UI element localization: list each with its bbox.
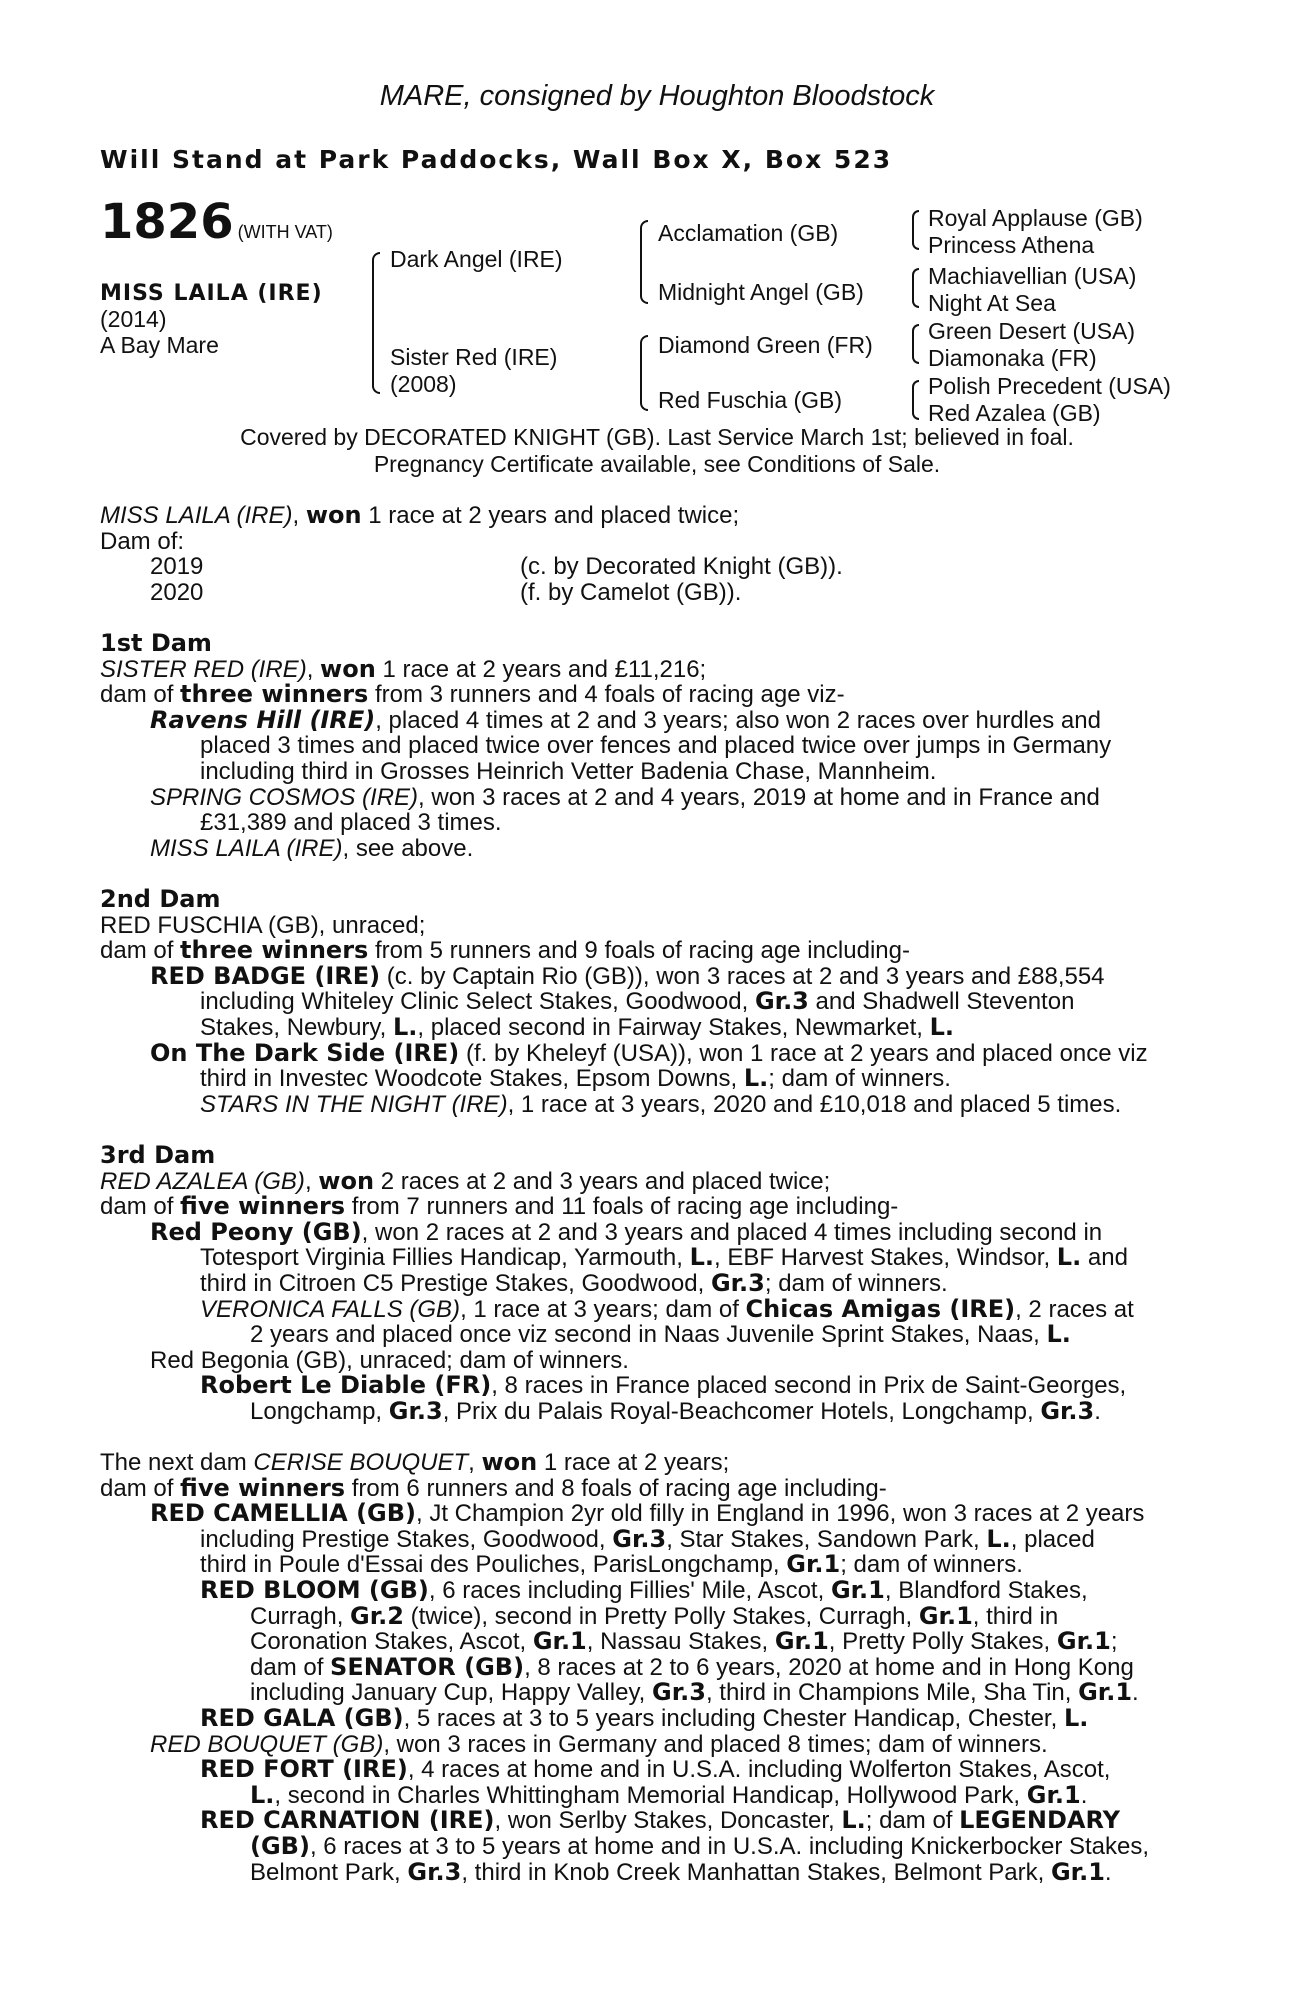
pedigree-ggp-1: Royal Applause (GB): [928, 205, 1143, 231]
next-dam-section: The next dam CERISE BOUQUET, won 1 race at 2 years; dam of five winners from 6 runners and 8 foals of racing age including- RED CAMELLIA (GB), Jt Champion 2yr old filly in England in 1996, won 3 races at 2 years including Prestige Stakes, Goodwood, Gr.3, Star Stakes, Sandown Park, L., placed third in Poule d'Essai des Pouliches, ParisLongchamp, Gr.1; dam of winners. RED BLOOM (GB), 6 races including Fillies' Mile, Ascot, Gr.1, Blandford Stakes, Curragh, Gr.2 (twice), second in Pretty Polly Stakes, Curragh, Gr.1, third in Coronation Stakes, Ascot, Gr.1, Nassau Stakes, Gr.1, Pretty Polly Stakes, Gr.1; dam of SENATOR (GB), 8 races at 2 to 6 years, 2020 at home and in Hong Kong including January Cup, Happy Valley, Gr.3, third in Champions Mile, Sha Tin, Gr.1. RED GALA (GB), 5 races at 3 to 5 years including Chester Handicap, Chester, L. RED BOUQUET (GB), won 3 races in Germany and placed 8 times; dam of winners. RED FORT (IRE), 4 races at home and in U.S.A. including Wolferton Stakes, Ascot, L., second in Charles Whittingham Memorial Handicap, Hollywood Park, Gr.1. RED CARNATION (IRE), won Serlby Stakes, Doncaster, L.; dam of LEGENDARY (GB), 6 races at 3 to 5 years at home and in U.S.A. including Knickerbocker Stakes, Belmont Park, Gr.3, third in Knob Creek Manhattan Stakes, Belmont Park, Gr.1.: [100, 1448, 1150, 1886]
pedigree-sire-sire: Acclamation (GB): [658, 220, 839, 246]
pedigree-sire: Dark Angel (IRE): [390, 246, 563, 272]
page-title: MARE, consigned by Houghton Bloodstock: [379, 80, 935, 112]
dam-of-label: Dam of:: [100, 527, 185, 555]
horse-summary: [100, 503, 1210, 605]
pedigree-ggp-brace-3: [912, 324, 919, 364]
lot-vat: (WITH VAT): [237, 222, 333, 242]
pedigree-sire-dam: Midnight Angel (GB): [658, 279, 864, 305]
stand-location: Will Stand at Park Paddocks, Wall Box X, Box 523: [100, 145, 893, 174]
pedigree-ggp-4: Night At Sea: [928, 290, 1056, 316]
pregnancy-note: Pregnancy Certificate available, see Conditions of Sale.: [373, 451, 941, 477]
pedigree-ggp-brace-4: [912, 380, 919, 420]
summary-line: MISS LAILA (IRE), won 1 race at 2 years and placed twice;: [100, 501, 740, 529]
pedigree-ggp-5: Green Desert (USA): [928, 318, 1136, 344]
pedigree-sire-brace: [640, 220, 648, 304]
pedigree-ggp-brace-2: [912, 268, 919, 308]
pedigree-ggp-brace-1: [912, 210, 919, 250]
pedigree-dam: Sister Red (IRE): [390, 344, 558, 370]
pedigree-ggp-2: Princess Athena: [928, 232, 1095, 258]
pedigree-dam-year: (2008): [390, 371, 457, 397]
foal-row: 2019 (c. by Decorated Knight (GB)).: [150, 553, 843, 581]
section-heading: 2nd Dam: [100, 885, 221, 913]
second-dam-section: 2nd Dam RED FUSCHIA (GB), unraced; dam of three winners from 5 runners and 9 foals of racing age including- RED BADGE (IRE) (c. by Captain Rio (GB)), won 3 races at 2 and 3 years and £88,554 including Whiteley Clinic Select Stakes, Goodwood, Gr.3 and Shadwell Steventon Stakes, Newbury, L., placed second in Fairway Stakes, Newmarket, L. On The Dark Side (IRE) (f. by Kheleyf (USA)), won 1 race at 2 years and placed once viz third in Investec Woodcote Stakes, Epsom Downs, L.; dam of winners. STARS IN THE NIGHT (IRE), 1 race at 3 years, 2020 and £10,018 and placed 5 times.: [100, 887, 1210, 1117]
first-dam-section: 1st Dam SISTER RED (IRE), won 1 race at 2 years and £11,216; dam of three winners from 3 runners and 4 foals of racing age viz- Ravens Hill (IRE), placed 4 times at 2 and 3 years; also won 2 races over hurdles and placed 3 times and placed twice over fences and placed twice over jumps in Germany including third in Grosses Heinrich Vetter Badenia Chase, Mannheim. SPRING COSMOS (IRE), won 3 races at 2 and 4 years, 2019 at home and in France and £31,389 and placed 3 times. MISS LAILA (IRE), see above.: [100, 631, 1210, 861]
pedigree-dam-sire: Diamond Green (FR): [658, 332, 873, 358]
pedigree-ggp-7: Polish Precedent (USA): [928, 373, 1171, 399]
pedigree-dam-dam: Red Fuschia (GB): [658, 387, 843, 413]
covered-note: Covered by DECORATED KNIGHT (GB). Last Service March 1st; believed in foal.: [240, 424, 1074, 450]
third-dam-section: 3rd Dam RED AZALEA (GB), won 2 races at 2 and 3 years and placed twice; dam of five winners from 7 runners and 11 foals of racing age including- Red Peony (GB), won 2 races at 2 and 3 years and placed 4 times including second in Totesport Virginia Fillies Handicap, Yarmouth, L., EBF Harvest Stakes, Windsor, L. and third in Citroen C5 Prestige Stakes, Goodwood, Gr.3; dam of winners. VERONICA FALLS (GB), 1 race at 3 years; dam of Chicas Amigas (IRE), 2 races at 2 years and placed once viz second in Naas Juvenile Sprint Stakes, Naas, L. Red Begonia (GB), unraced; dam of winners. Robert Le Diable (FR), 8 races in France placed second in Prix de Saint-Georges, Longchamp, Gr.3, Prix du Palais Royal-Beachcomer Hotels, Longchamp, Gr.3.: [100, 1143, 1210, 1425]
pedigree-ggp-6: Diamonaka (FR): [928, 345, 1097, 371]
lot-heading: [100, 194, 333, 250]
foal-row: 2020 (f. by Camelot (GB)).: [150, 578, 742, 606]
pedigree-ggp-3: Machiavellian (USA): [928, 263, 1137, 289]
horse-name: MISS LAILA (IRE): [100, 281, 323, 306]
section-heading: 1st Dam: [100, 629, 212, 657]
pedigree-dam-brace: [640, 335, 648, 411]
pedigree-ggp-8: Red Azalea (GB): [928, 400, 1101, 426]
lot-number: 1826: [100, 194, 234, 250]
section-heading: 3rd Dam: [100, 1141, 216, 1169]
horse-description: A Bay Mare: [100, 332, 219, 358]
horse-year: (2014): [100, 306, 167, 332]
pedigree-main-brace: [372, 252, 380, 394]
